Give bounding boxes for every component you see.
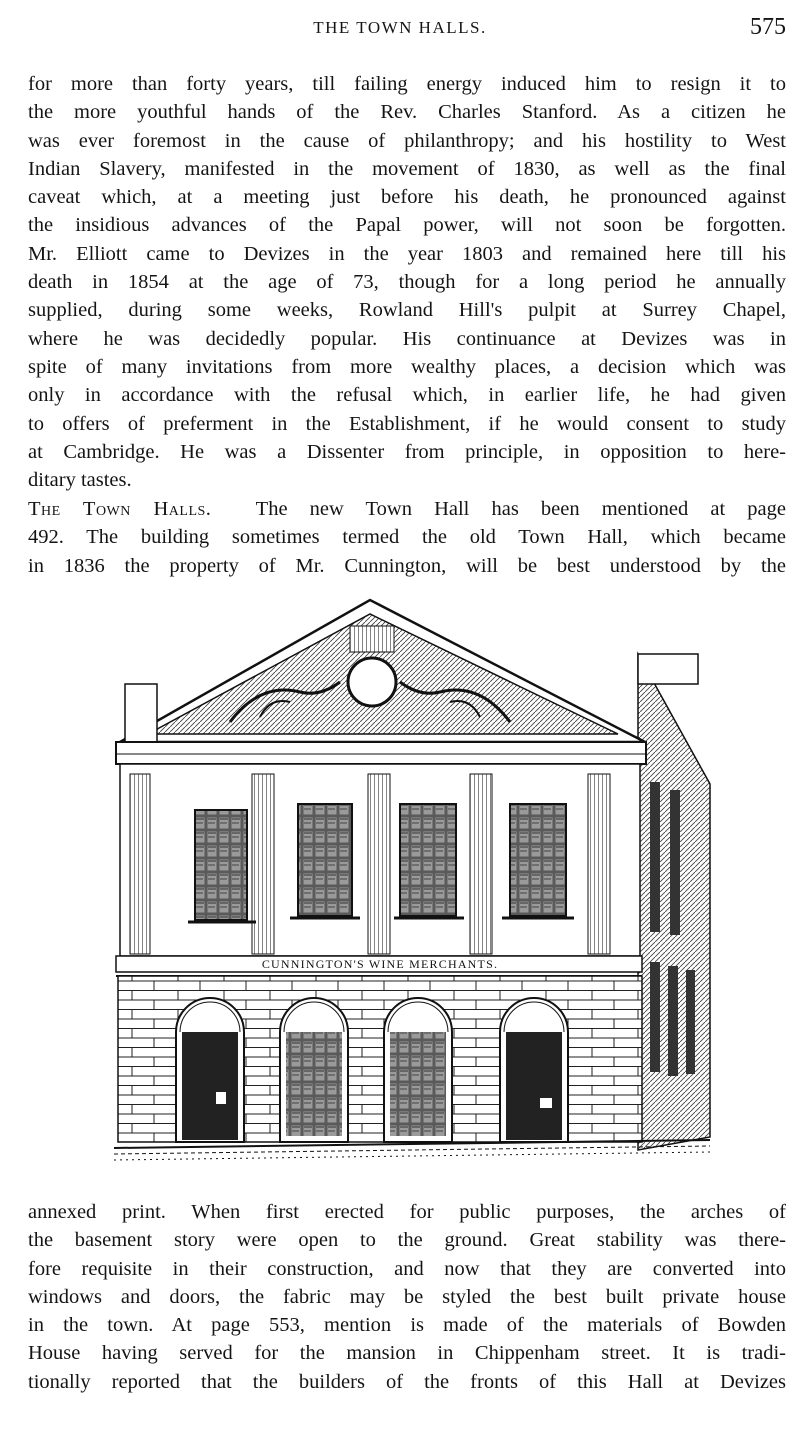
text-line: only in accordance with the refusal which, in earlier life, he had given bbox=[28, 384, 786, 407]
paragraph-2 bbox=[28, 1198, 786, 1396]
running-title: THE TOWN HALLS. bbox=[313, 18, 487, 37]
text-line: spite of many invitations from more wealthy places, a decision which was bbox=[28, 355, 786, 378]
pediment bbox=[120, 600, 698, 742]
text-line: was ever foremost in the cause of philanthropy; and his hostility to West bbox=[28, 129, 786, 152]
text-line: fore requisite in their construction, and now that they are converted into bbox=[28, 1257, 786, 1280]
text-line: in the town. At page 553, mention is made of the materials of Bowden bbox=[28, 1314, 786, 1337]
sign-band bbox=[116, 956, 642, 976]
shop-sign: CUNNINGTON'S WINE MERCHANTS. bbox=[261, 957, 499, 971]
ground-storey bbox=[118, 976, 642, 1142]
text-line: annexed print. When first erected for public purposes, the arches of bbox=[28, 1201, 786, 1223]
text-line: supplied, during some weeks, Rowland Hill's pulpit at Surrey Chapel, bbox=[28, 299, 786, 322]
text-line: the insidious advances of the Papal power, will not soon be forgotten. bbox=[28, 214, 786, 237]
section-first-line bbox=[28, 495, 786, 523]
section-first-line-text: The new Town Hall has been mentioned at page bbox=[255, 498, 786, 520]
text-line: tionally reported that the builders of the fronts of this Hall at Devizes bbox=[28, 1370, 786, 1393]
text-line: for more than forty years, till failing energy induced him to resign it to bbox=[28, 73, 786, 95]
text-line: Indian Slavery, manifested in the movement of 1830, as well as the final bbox=[28, 157, 786, 180]
page-number: 575 bbox=[750, 14, 786, 40]
upper-storey bbox=[120, 764, 640, 956]
side-facade bbox=[638, 654, 710, 1150]
text-line: in 1836 the property of Mr. Cunnington, will be best understood by the bbox=[28, 554, 786, 577]
text-line: windows and doors, the fabric may be styled the best built private house bbox=[28, 1285, 786, 1308]
text-line: 492. The building sometimes termed the old Town Hall, which became bbox=[28, 526, 786, 549]
text-line: death in 1854 at the age of 73, though for a long period he annually bbox=[28, 271, 786, 294]
text-line: Mr. Elliott came to Devizes in the year 1803 and remained here till his bbox=[28, 242, 786, 265]
text-line: caveat which, at a meeting just before his death, he pronounced against bbox=[28, 186, 786, 209]
running-head bbox=[0, 14, 800, 44]
section-heading: The Town Halls. bbox=[28, 498, 212, 520]
text-line: the basement story were open to the ground. Great stability was there- bbox=[28, 1229, 786, 1252]
text-line: to offers of preferment in the Establishment, if he would consent to study bbox=[28, 412, 786, 435]
text-line: ditary tastes. bbox=[28, 469, 132, 492]
text-line: at Cambridge. He was a Dissenter from principle, in opposition to here- bbox=[28, 440, 786, 463]
entablature bbox=[116, 742, 646, 764]
town-hall-engraving bbox=[110, 592, 720, 1184]
section-town-halls bbox=[28, 495, 786, 580]
text-line: the more youthful hands of the Rev. Charles Stanford. As a citizen he bbox=[28, 101, 786, 124]
paragraph-1 bbox=[28, 70, 786, 494]
text-line: where he was decidedly popular. His continuance at Devizes was in bbox=[28, 327, 786, 350]
text-line: House having served for the mansion in Chippenham street. It is tradi- bbox=[28, 1342, 786, 1365]
